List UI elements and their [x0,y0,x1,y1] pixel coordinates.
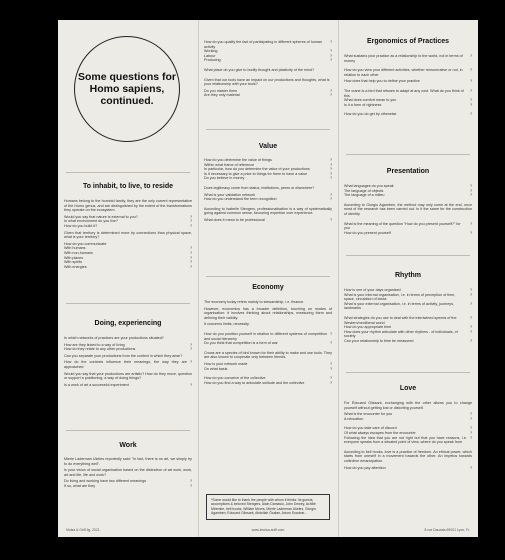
section-title-presentation: Presentation [386,168,430,175]
question: The language of objects ? [344,188,472,193]
question: Do living and working have two different meanings ? [64,479,192,484]
question: The crane is a bird that refuses to adapt at any cost. What do you think of this ? [344,88,472,98]
section-work-body: Mierle Laderman Ukeles reportedly said: "In fact, there is no art, we simply try to do everything well". Is your vision of social organisation based on the distinction of art work, work, art and life, life and work? Do living and working have two different meanings ? If so, what are they ? [64,457,192,488]
question: Is a work of art a successful experiment ? [64,382,192,387]
question: Of what always escapes from the encounter ? [344,430,472,435]
poster-sheet [58,20,478,537]
column-1 [58,20,198,537]
question: How are they linked to a way of living ? [64,342,192,347]
section-doing-body: In which networks of practices are your productions situated? How are they linked to a way of living ? How do they relate to any other productions ? Can you separate your productions from the context in which they arise? How do the contexts influence their meanings, the way they are approached ? Would you say that your productions are artistic? How do they move, question or support a positioning, a way of doing things? Is a work of art a successful experiment ? [64,336,192,387]
question: What languages do you speak ? [344,184,472,188]
question: How do you find a way to articulate solitude and the collective ? [204,380,332,385]
divider [346,372,470,373]
question: A relocation ? [344,416,472,421]
section-title-economy: Economy [252,284,284,291]
question: What sustains your practice as a relationship to the world, not in terms of money ? [344,54,472,63]
question: In particular, how do you determine the value of your productions ? [204,167,332,172]
question: With humans ? [64,246,192,251]
divider [66,172,190,173]
question: How do you determine the value of things ? [204,158,332,162]
question: What is your validation network ? [204,192,332,197]
question: How do you pay attention ? [344,465,472,470]
question: Labour ? [204,53,332,58]
question: Can your relationship to time be measured ? [344,338,472,343]
section-ergonomics-body [344,54,472,117]
section-participation-body: How do you qualify the fact of participating in different spheres of human activity ? Working ? Labour ? Producing ? What place do you give to bodily thought and plasticity of the mind? Given that our tools have an impact on our productions and thoughts, what is your relationship with your tools? Do you master them ? Are they only material ? [204,40,332,98]
section-rhythm-body [344,288,472,344]
section-inhabit-body: Humans belong to the hominid family, they are the only current representative of the Homo genus, and are distinguished by the extent of the transformations they operate on the ecosystem. Would you say that nature is external to you? ? In what environment do you live? ? How do you build it? ? Given that territory is determined more by connections than physical space, what is your territory? How do you communicate With humans ? With non-humans ? With places ? With spirits ? With energies ? [64,199,192,269]
footer-website: www.lmotsa-sniff.com [251,528,285,532]
question: How do you view your different activities, whether remunerative or not, in relation to each other ? [344,68,472,77]
question: Do you think that competition is a form of war ? [204,341,332,346]
question: With places ? [64,255,192,260]
divider [346,154,470,155]
question: Producing ? [204,58,332,63]
section-title-doing: Doing, experiencing [94,320,162,327]
question: What is your external organisation, i.e. in terms of activity, journeys, landmarks ? [344,301,472,311]
question: With energies ? [64,264,192,269]
question: Working ? [204,49,332,54]
divider [206,129,330,130]
question: What strategies do you use to deal with the intertwined speeds of the Western/neoliberal world ? [344,315,472,325]
question: The language of a milieu ? [344,193,472,198]
column-3 [338,20,478,537]
question: How is your network made ? [204,361,332,366]
question: How do you do get by otherwise ? [344,112,472,117]
question: Following the idea that you are not right but that you have reasons, i.e. everyone speaks from a situated point of view, where do you speak from ? [344,435,472,445]
question: Do you master them ? [204,88,332,93]
section-presentation-body: What languages do you speak ? The language of objects ? The language of a milieu ? According to Giorgio Agamben, the method may only come at the end, once most of the research has been carried out. Is it the same for the construction of identity What is the meaning of the question "How do you present yourself?" for you ? How do you present yourself ? [344,184,472,235]
question: How do you present yourself ? [344,230,472,235]
question: How do you build it? ? [64,223,192,228]
question: Would you say that nature is external to you? ? [64,214,192,219]
question: What does comfort mean to you ? [344,98,472,103]
question: What does it mean to be professional ? [204,217,332,222]
section-title-rhythm: Rhythm [394,272,422,279]
section-love-body: For Édouard Glissant, exchanging with the other allows you to change yourself without getting lost or distorting yourself. What is the encounter for you ? A relocation ? How do you take care of discord ? Of what always escapes from the encounter ? Following the idea that you are not right but that you have reasons, i.e. everyone speaks from a situated point of view, where do you speak from ? According to bell hooks, love is a practice of freedom. An ethical power, which starts from oneself in a movement towards the other. An impetus towards collective emancipation. How do you pay attention ? [344,401,472,470]
question: With non-humans ? [64,250,192,255]
question: Is it a form of rightness ? [344,102,472,107]
question: Within what frame of reference ? [204,162,332,167]
question: How do you qualify the fact of participating in different spheres of human activity ? [204,40,332,49]
acknowledgement-box: *Some would like to thank the people with whom it thinks: its guests, accomplices & beloved Stengers, Alain Damasio, John Dewey, Achille Mbembe, bell hooks, William Morris, Mierle Laderman Ukeles, Giorgio Agamben, Edouard Glissant, Abdullah Öcalan, Arturo Escobar... [206,494,330,520]
section-title-love: Love [399,385,417,392]
question: What is the encounter for you ? [344,412,472,417]
section-title-work: Work [119,442,137,449]
question: On what basis ? [204,366,332,371]
column-2 [198,20,338,537]
divider [206,276,330,277]
question: How do the contexts influence their meanings, the way they are approached ? [64,360,192,369]
question: What is your internal organisation, i.e. in terms of perception of time, space, circulation of ideas ? [344,292,472,302]
footer-address: 8 rue Dauzats 69001 Lyon, Fr. [424,528,470,532]
divider [66,303,190,304]
question: What is the meaning of the question "How do you present yourself?" for you ? [344,221,472,231]
question: How do you position yourself in relation to different systems of competition and social hierarchy ? [204,331,332,341]
divider [66,430,190,431]
section-value-body: How do you determine the value of things ? Within what frame of reference ? In particular, how do you determine the value of your productions ? Is it necessary to give a price to things for them to have a value ? Do you believe in money ? Does legitimacy come from status, institutions, peers or elsewhere? What is your validation network ? How do you understand the term recognition ? According to Isabelle Stengers, professionalisation is a way of systematically going against common sense, favouring expertise over experience. What does it mean to be professional ? [204,158,332,222]
question: How do you appropriate time ? [344,325,472,330]
footer-credit: Motsa & Griff Ilg, 2021. [66,528,101,532]
question: In what environment do you live? ? [64,219,192,224]
question: How does that help you to define your practice ? [344,79,472,84]
question: How is one of your days organised ? [344,288,472,292]
question: With spirits ? [64,260,192,265]
question: How does your rhythm articulate with other rhythms - of individuals, of society ? [344,329,472,339]
question: Do you believe in money ? [204,176,332,181]
question: How do you conceive of the collective ? [204,376,332,381]
question: How do you take care of discord ? [344,426,472,431]
question: Are they only material ? [204,93,332,98]
question: How do you understand the term recognition ? [204,197,332,202]
poster-title: Some questions for Homo sapiens, continued. [77,71,176,107]
question: Is it necessary to give a price to things for them to have a value ? [204,171,332,176]
section-title-ergonomics: Ergonomics of Practices [366,38,450,45]
question: How do they relate to any other productions ? [64,347,192,352]
question: How do you communicate [64,241,107,246]
section-title-inhabit: To inhabit, to live, to reside [82,183,174,190]
section-title-value: Value [258,143,278,150]
question: If so, what are they ? [64,483,192,488]
title-circle [74,36,180,142]
section-economy-body: The economy today refers mainly to stewardship, i.e. finance. However, economics has a broader definition, touching on modes of organisation: it involves thinking about relationships, measuring them and defining their validity. It concerns limits, necessity. How do you position yourself in relation to different systems of competition and social hierarchy ? Do you think that competition is a form of war ? Crows are a species of bird known for their ability to make and use tools. They are also known to cooperate only between friends. How is your network made ? On what basis ? How do you conceive of the collective ? How do you find a way to articulate solitude and the collective ? [204,300,332,385]
divider [346,255,470,256]
